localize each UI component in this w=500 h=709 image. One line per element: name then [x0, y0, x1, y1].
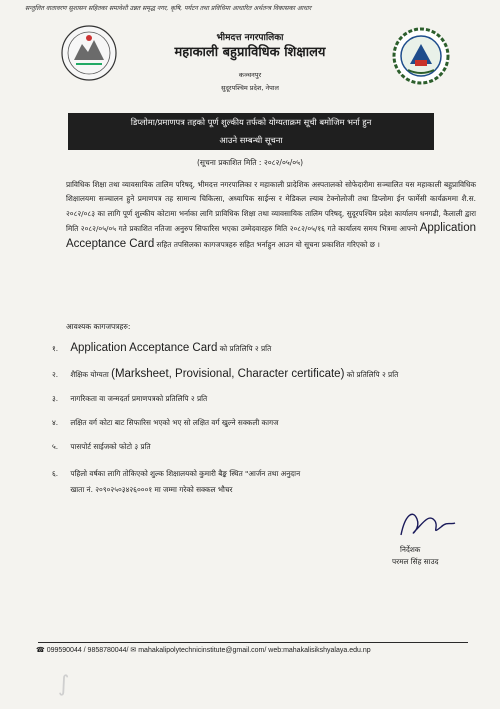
institute-province: सुदूरपश्चिम प्रदेश, नेपाल	[221, 84, 279, 92]
footer-email: mahakalipolytechnicinstitute@gmail.com/	[138, 647, 267, 654]
email-icon: ✉	[130, 647, 137, 654]
paper-mark: ∫	[58, 672, 70, 697]
notice-body-text-a: प्राविधिक शिक्षा तथा व्यावसायिक तालिम परिषद्, भीमदत्त नगरपालिका र महाकाली प्रादेशिक अस्पतालको सोफेदारीमा सञ्चालित यस महाकाली बहुप्राविधिक शिक्षालयमा सञ्चालन हुने प्रमाणपत्र तह सामान्य चिकित्सा, अध्यापिक साईन्स र मेडिकल ल्याब टेक्नोलोजी तथा डिप्लोमा ईन फार्मेसी कार्यक्रममा शै.स. २०८२/०८३ का लागि पूर्ण शुल्कीय कोटामा भर्नाका लागि प्राविधिक शिक्षा तथा व्यावसायिक तालिम परिषद्, सुदूरपश्चिम प्रदेश कार्यालय धनगढी, कैलाली द्वारा मिति २०८२/०५/०५ गते प्रकाशित नतिजा अनुरुप सिफारिस भएका उम्मेदवारहरु मिति २०८२/०५/१६ गते कार्यालय समय भित्रमा आफ्नो	[66, 180, 476, 234]
phone-icon: ☎	[36, 647, 45, 654]
signatory-name: परमल सिंह साउद	[392, 557, 439, 566]
footer-contact	[36, 646, 486, 654]
notice-body	[66, 178, 476, 252]
institute-name: महाकाली बहुप्राविधिक शिक्षालय	[174, 45, 326, 60]
tagline: सन्तुलित वातावरण सुशासन सहितका समावेशी उन्नत समृद्ध नगर, कृषि, पर्यटन तथा प्रविधिमा आधारित अर्थतन्त्र विकासका आधार	[25, 5, 312, 12]
notice-body-card-name: Application Acceptance Card	[66, 222, 476, 250]
municipality-name: भीमदत्त नगरपालिका	[216, 33, 284, 43]
institute-location: कञ्चनपुर	[238, 71, 262, 79]
director-stamp	[395, 505, 481, 543]
municipality-emblem	[60, 24, 118, 82]
signatory-title: निर्देशक	[400, 545, 421, 554]
requirement-item: १. Application Acceptance Card को प्रतिलिपि २ प्रति	[52, 342, 272, 354]
requirement-item: ४. लक्षित वर्ग कोटा बाट सिफारिस भएको भए सो लक्षित वर्ग खुल्ने सक्कली कागज	[52, 418, 279, 427]
requirement-item: ५. पासपोर्ट साईजको फोटो ३ प्रति	[52, 442, 151, 451]
notice-title-banner	[68, 113, 434, 150]
requirement-item: २. शैक्षिक योग्यता (Marksheet, Provisional, Character certificate) को प्रतिलिपि २ प्रति	[52, 368, 399, 380]
footer-web: web:mahakalisikshyalaya.edu.np	[268, 647, 371, 654]
footer-divider	[38, 642, 468, 643]
notice-title-line1: डिप्लोमा/प्रमाणपत्र तहको पूर्ण शुल्कीय तर्फको योग्यताक्रम सूची बमोजिम भर्ना हुन	[130, 117, 372, 127]
institute-emblem	[390, 26, 452, 86]
requirement-item: ६. पहिलो वर्षका लागि तोकिएको शुल्क शिक्षालयको कुमारी बैङ्क स्थित "आर्जन तथा अनुदान खाता नं. २०९०२५०३४२६०००१ मा जम्मा गरेको सक्कल भौचर	[52, 469, 301, 494]
requirement-item: ३. नागरिकता वा जन्मदर्ता प्रमाणपत्रको प्रतिलिपि २ प्रति	[52, 394, 208, 403]
notice-title-line2: आउने सम्बन्धी सूचना	[219, 135, 283, 145]
notice-body-text-b: सहित तपसिलका कागजपत्रहरु सहित भर्नाहुन आउन यो सूचना प्रकाशित गरिएको छ ।	[156, 239, 380, 249]
requirements-title: आवश्यक कागजपत्रहरु:	[66, 322, 131, 331]
footer-phones: 099590044 / 9858780044/	[46, 647, 129, 654]
notice-publish-date: (सूचना प्रकाशित मिति : २०८२/०५/०५)	[196, 158, 304, 167]
